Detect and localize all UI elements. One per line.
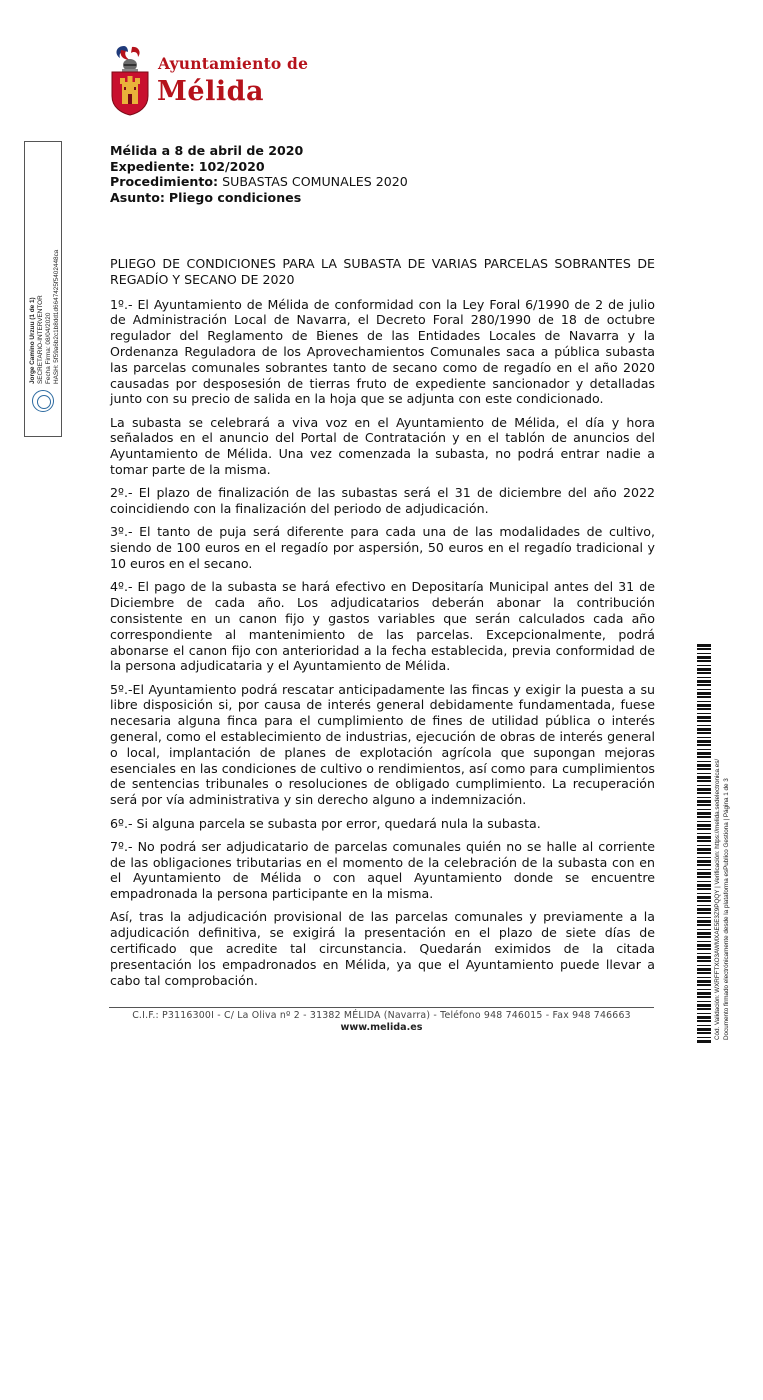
verification-text [714,758,759,1400]
barcode-bar [697,785,711,786]
procedimiento-label: Procedimiento: [110,174,219,189]
barcode-bar [697,749,711,750]
barcode-bar [697,716,711,719]
barcode-bar [697,908,711,911]
brand-name-line1: Ayuntamiento de [158,54,309,73]
barcode-bar [697,821,711,822]
barcode-bar [697,720,711,722]
barcode-bar [697,713,711,714]
barcode-bar [697,996,711,998]
barcode-bar [697,956,711,959]
barcode-bar [697,773,711,774]
barcode-bar [697,840,711,842]
barcode-bar [697,836,711,839]
barcode [697,644,711,1044]
barcode-bar [697,881,711,882]
procedimiento-value: SUBASTAS COMUNALES 2020 [222,174,408,189]
coat-of-arms-icon [106,44,154,116]
barcode-bar [697,809,711,810]
barcode-bar [697,764,711,767]
footer-divider [109,1007,654,1008]
barcode-bar [697,752,711,755]
barcode-bar [697,845,711,846]
signature-role: SECRETARIO-INTERVENTOR [37,295,44,384]
barcode-bar [697,732,711,734]
barcode-bar [697,740,711,743]
barcode-bar [697,1025,711,1026]
barcode-bar [697,860,711,863]
paragraph: 1º.- El Ayuntamiento de Mélida de conformidad con la Ley Foral 6/1990 de 2 de julio de Administración Local de Navarra, el Decreto Foral 280/1990 de 18 de octubre regulador del Reglamento de Bienes de las Entidades Locales de Navarra y la Ordenanza Reguladora de los Aprovechamientos Comunales saca a pública subasta las parcelas comunales sobrantes tanto de secano como de regadío en el año 2020 causadas por desposesión de tierras fruto de expediente sancionador y detalladas junto con su precio de salida en la hoja que se adjunta con este condicionado. [110,296,655,407]
barcode-bar [697,816,711,818]
barcode-bar [697,792,711,794]
barcode-bar [697,896,711,899]
barcode-bar [697,893,711,894]
barcode-bar [697,756,711,758]
barcode-bar [697,696,711,698]
header-date: Mélida a 8 de abril de 2020 [110,143,304,158]
barcode-bar [697,857,711,858]
barcode-bar [697,684,711,686]
barcode-bar [697,833,711,834]
seal-icon [32,390,54,412]
barcode-bar [697,668,711,671]
barcode-bar [697,920,711,923]
barcode-bar [697,812,711,815]
barcode-bar [697,965,711,966]
barcode-bar [697,1020,711,1022]
barcode-bar [697,728,711,731]
barcode-bar [697,744,711,746]
barcode-bar [697,932,711,935]
barcode-bar [697,924,711,926]
barcode-bar [697,708,711,710]
barcode-bar [697,936,711,938]
barcode-bar [697,948,711,950]
barcode-bar [697,888,711,890]
barcode-bar [697,869,711,870]
barcode-bar [697,1032,711,1034]
barcode-bar [697,648,711,650]
paragraph: Así, tras la adjudicación provisional de las parcelas comunales y previamente a la adjudicación definitiva, se exigirá la presentación en el plazo de siete días de certificado que acredite tal circunstancia. Quedarán eximidos de la citada presentación los empadronados en Mélida, ya que el Ayuntamiento puede llevar a cabo tal comprobación. [110,909,655,988]
barcode-bar [697,905,711,906]
barcode-bar [697,797,711,798]
signature-box [24,141,62,437]
asunto-value: Pliego condiciones [168,189,302,205]
barcode-bar [697,912,711,914]
barcode-bar [697,737,711,738]
barcode-bar [697,1040,711,1043]
paragraph: 2º.- El plazo de finalización de las subastas será el 31 de diciembre del año 2022 coincidiendo con la finalización del periodo de adjudicación. [110,485,655,517]
brand-name-line2: Mélida [157,76,264,107]
barcode-bar [697,980,711,983]
barcode-bar [697,701,711,702]
barcode-bar [697,884,711,887]
barcode-bar [697,680,711,683]
barcode-bar [697,788,711,791]
barcode-bar [697,689,711,690]
paragraph: 5º.-El Ayuntamiento podrá rescatar anticipadamente las fincas y exigir la puesta a su libre disposición si, por causa de interés general debidamente fundamentada, fuese necesaria alguna finca para el cumplimiento de fines de utilidad pública o interés general, como el establecimiento de industrias, ejecución de obras de interés general o local, implantación de planes de explotación agrícola que supongan mejoras esenciales en las condiciones de cultivo o rendimientos, así como para cumplimientos de sentencias tribunales o resoluciones de obligado cumplimiento. La recuperación será por vía administrativa y sin derecho alguno a indemnización. [110,681,655,808]
barcode-bar [697,665,711,666]
barcode-bar [697,960,711,962]
paragraph: La subasta se celebrará a viva voz en el Ayuntamiento de Mélida, el día y hora señalados en el anuncio del Portal de Contratación y en el tablón de anuncios del Ayuntamiento de Mélida. Una vez comenzada la subasta, no podrá entrar nadie a tomar parte de la misma. [110,414,655,478]
barcode-bar [697,1016,711,1019]
barcode-bar [697,1028,711,1031]
barcode-bar [697,900,711,902]
expediente-value: 102/2020 [198,158,265,174]
footer-address: C.I.F.: P3116300I - C/ La Oliva nº 2 - 31382 MÉLIDA (Navarra) - Teléfono 948 746015 - Fax 948 746663 [132,1010,631,1021]
paragraph: 4º.- El pago de la subasta se hará efectivo en Depositaría Municipal antes del 31 de Diciembre de cada año. Los adjudicatarios deberán abonar la contribución consistente en un canon fijo y gastos variables que serán calculados cada año correspondiente al mantenimiento de las parcelas. Excepcionalmente, podrá abonarse el canon fijo con anterioridad a la fecha establecida, previa conformidad de la persona adjudicataria y el Ayuntamiento de Mélida. [110,579,655,674]
signature-text [27,148,61,384]
barcode-bar [697,984,711,986]
barcode-bar [697,1001,711,1002]
document-body [110,256,655,996]
barcode-bar [697,677,711,678]
barcode-bar [697,780,711,782]
barcode-bar [697,704,711,707]
paragraph: 7º.- No podrá ser adjudicatario de parcelas comunales quién no se halle al corriente de las obligaciones tributarias en el momento de la celebración de la subasta con en el Ayuntamiento de Mélida o con aquel Ayuntamiento donde se encuentre empadronada la persona participante en la misma. [110,838,655,902]
footer-web-link[interactable]: www.melida.es [340,1022,423,1033]
barcode-bar [697,876,711,878]
barcode-bar [697,852,711,854]
barcode-bar [697,828,711,830]
barcode-bar [697,1008,711,1010]
verification-line1: Cód. Validación: WXRFFTXO3AWMXAE5E3Z9PQQY | Verificación: https://melida.sedelectronica.es/ [714,758,721,1040]
barcode-bar [697,725,711,726]
barcode-bar [697,848,711,851]
barcode-bar [697,644,711,647]
barcode-bar [697,800,711,803]
barcode-bar [697,1004,711,1007]
paragraph: 6º.- Si alguna parcela se subasta por error, quedará nula la subasta. [110,815,541,831]
barcode-bar [697,917,711,918]
signature-signer: Jorge Camino Urzuu (1 de 1) [29,297,36,384]
barcode-bar [697,660,711,662]
barcode-bar [697,804,711,806]
barcode-bar [697,1013,711,1014]
expediente-label: Expediente: [110,158,195,174]
paragraph: 3º.- El tanto de puja será diferente para cada una de las modalidades de cultivo, siendo de 100 euros en el regadío por aspersión, 50 euros en el regadío tradicional y 10 euros en el secano. [110,524,655,572]
barcode-bar [697,672,711,674]
barcode-bar [697,653,711,654]
barcode-bar [697,872,711,875]
signature-hash: HASH: 5f59a6b2c1b8dd1d6647425f5402448ca [53,249,60,384]
barcode-bar [697,692,711,695]
barcode-bar [697,768,711,770]
barcode-bar [697,953,711,954]
document-header [110,143,408,205]
barcode-bar [697,968,711,971]
barcode-bar [697,992,711,995]
document-title: PLIEGO DE CONDICIONES PARA LA SUBASTA DE VARIAS PARCELAS SOBRANTES DE REGADÍO Y SECANO DE 2020 [110,256,655,287]
asunto-label: Asunto: [110,189,165,205]
signature-date: Fecha Firma: 08/04/2020 [45,312,52,384]
verification-line2: Documento firmado electrónicamente desde la plataforma esPublico Gestiona | Página 1 de 3 [723,778,730,1040]
barcode-bar [697,824,711,827]
barcode-bar [697,941,711,942]
barcode-bar [697,776,711,779]
barcode-bar [697,656,711,659]
barcode-bar [697,929,711,930]
barcode-bar [697,864,711,866]
barcode-bar [697,977,711,978]
barcode-bar [697,972,711,974]
barcode-bar [697,989,711,990]
barcode-bar [697,944,711,947]
barcode-bar [697,761,711,762]
barcode-bar [697,1037,711,1038]
